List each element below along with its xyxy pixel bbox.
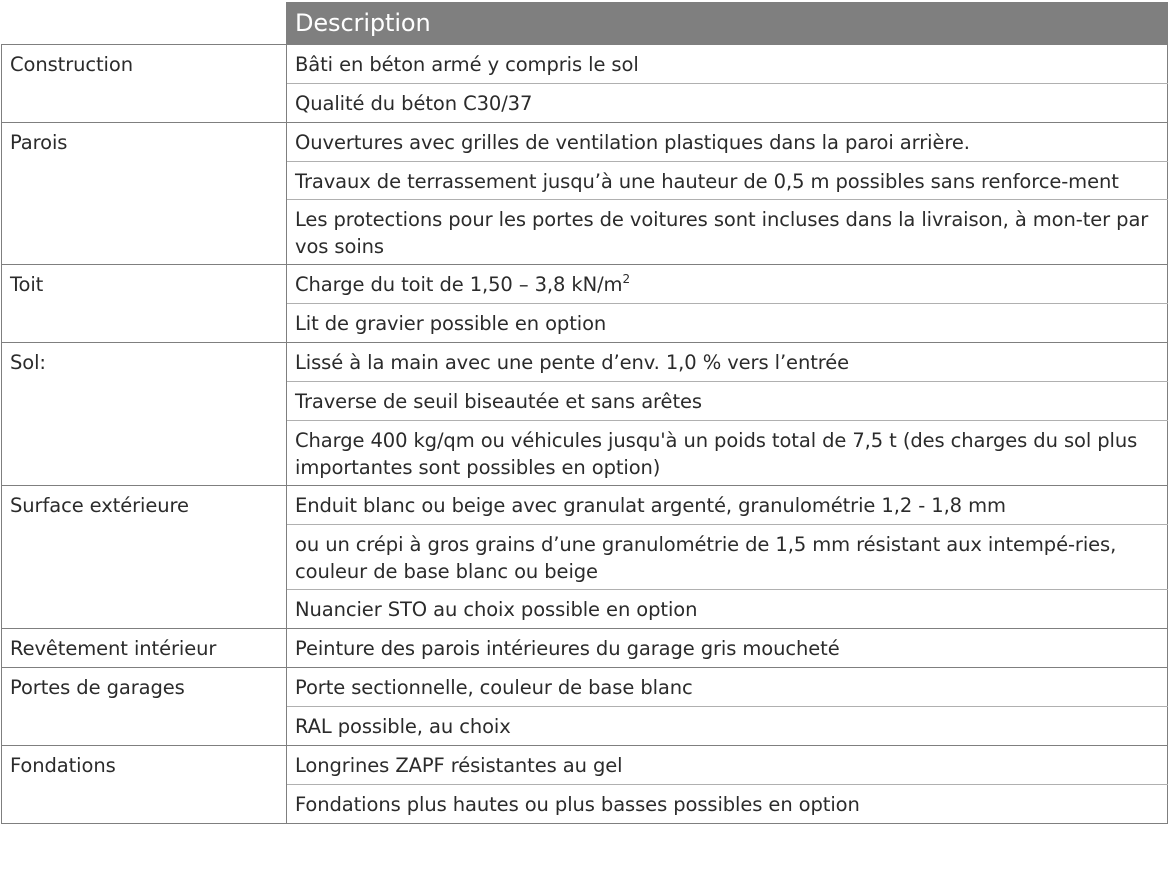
category-cell-fondations: Fondations: [2, 746, 287, 824]
table-row: [2, 343, 1168, 382]
description-cell: [287, 265, 1168, 304]
unit-superscript: 2: [622, 272, 630, 286]
table-row: [2, 123, 1168, 162]
category-cell-portes-de-garages: Portes de garages: [2, 668, 287, 746]
description-cell: [287, 200, 1168, 265]
description-cell: Bâti en béton armé y compris le sol: [287, 45, 1168, 84]
category-cell-sol: Sol:: [2, 343, 287, 486]
specification-table: [1, 2, 1168, 824]
category-cell-parois: Parois: [2, 123, 287, 265]
category-cell-construction: Construction: [2, 45, 287, 123]
description-cell: Enduit blanc ou beige avec granulat argenté, granulométrie 1,2 - 1,8 mm: [287, 486, 1168, 525]
description-cell: ou un crépi à gros grains d’une granulométrie de 1,5 mm résistant aux intempé-ries, couleur de base blanc ou beige: [287, 525, 1168, 590]
description-cell: Fondations plus hautes ou plus basses possibles en option: [287, 785, 1168, 824]
header-description-cell: Description: [287, 3, 1168, 45]
description-cell: RAL possible, au choix: [287, 707, 1168, 746]
table-row: [2, 265, 1168, 304]
description-cell: Peinture des parois intérieures du garage gris moucheté: [287, 629, 1168, 668]
table-row: [2, 668, 1168, 707]
category-cell-surface-exterieure: Surface extérieure: [2, 486, 287, 629]
header-category-cell: [2, 3, 287, 45]
table-header-row: [2, 3, 1168, 45]
description-cell: Nuancier STO au choix possible en option: [287, 590, 1168, 629]
category-cell-revetement-interieur: Revêtement intérieur: [2, 629, 287, 668]
category-cell-toit: Toit: [2, 265, 287, 343]
table-row: [2, 45, 1168, 84]
table-row: [2, 746, 1168, 785]
description-text: Travaux de terrassement jusqu’à une hauteur de 0,5 m possibles sans renforce-ment: [295, 170, 1119, 193]
description-cell: Longrines ZAPF résistantes au gel: [287, 746, 1168, 785]
description-cell: Lissé à la main avec une pente d’env. 1,0 % vers l’entrée: [287, 343, 1168, 382]
description-text: Les protections pour les portes de voitures sont incluses dans la livraison, à mon-ter par vos soins: [295, 208, 1149, 258]
description-cell: Porte sectionnelle, couleur de base blanc: [287, 668, 1168, 707]
description-cell: Lit de gravier possible en option: [287, 304, 1168, 343]
table-row: [2, 629, 1168, 668]
description-text: Charge du toit de 1,50 – 3,8 kN/m: [295, 273, 623, 296]
description-cell: [287, 162, 1168, 200]
description-cell: Charge 400 kg/qm ou véhicules jusqu'à un poids total de 7,5 t (des charges du sol plus importantes sont possibles en option): [287, 421, 1168, 486]
table-row: [2, 486, 1168, 525]
description-cell: Qualité du béton C30/37: [287, 84, 1168, 123]
description-cell: Ouvertures avec grilles de ventilation plastiques dans la paroi arrière.: [287, 123, 1168, 162]
description-cell: Traverse de seuil biseautée et sans arêtes: [287, 382, 1168, 421]
